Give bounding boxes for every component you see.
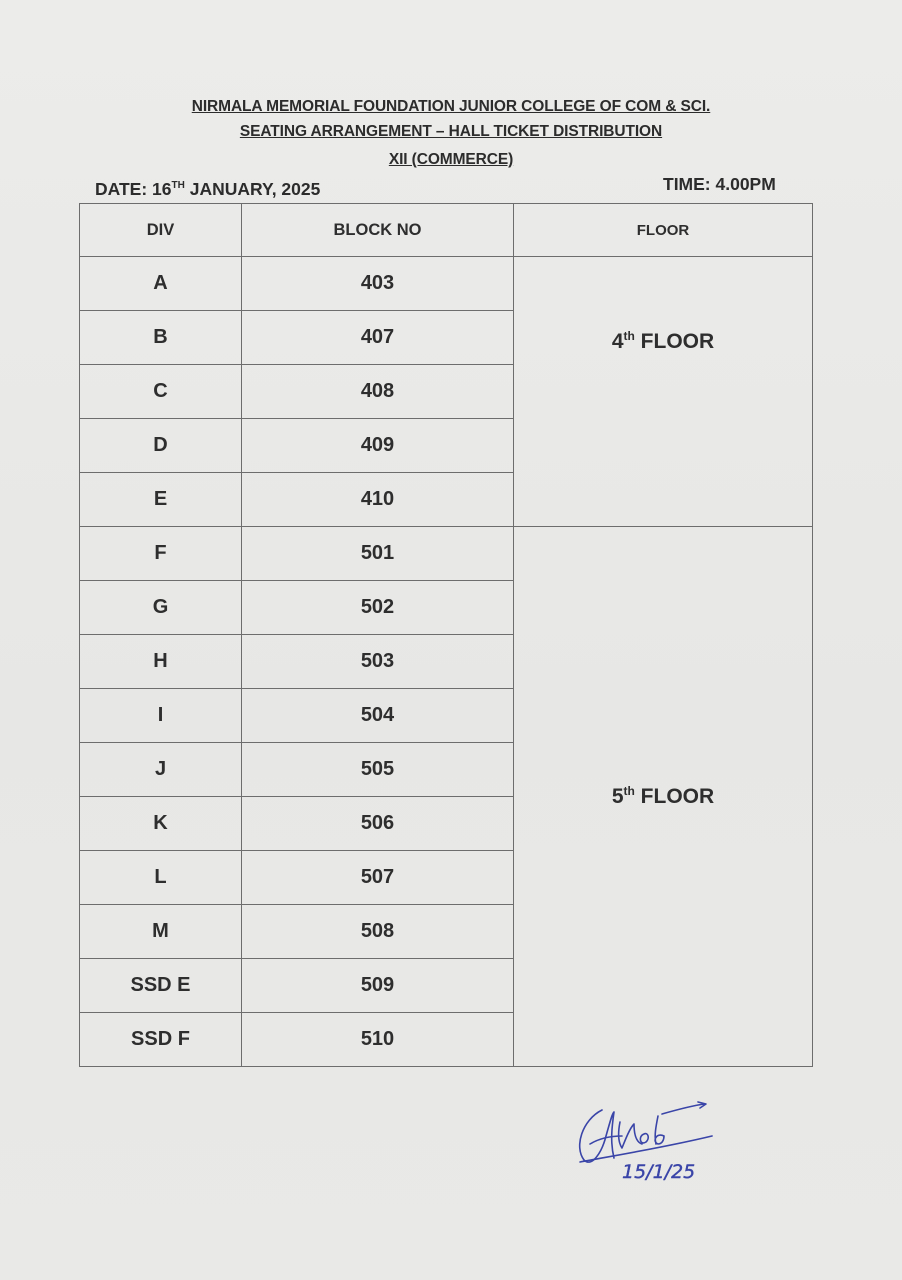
column-header-block: BLOCK NO (242, 204, 514, 257)
block-cell: 506 (242, 797, 514, 851)
floor-cell-5 (514, 527, 813, 1067)
block-cell: 505 (242, 743, 514, 797)
div-cell: L (80, 851, 242, 905)
block-cell: 503 (242, 635, 514, 689)
exam-time: TIME: 4.00PM (663, 174, 776, 194)
college-name: NIRMALA MEMORIAL FOUNDATION JUNIOR COLLEGE OF COM & SCI. (191, 98, 711, 115)
div-cell: E (80, 473, 242, 527)
column-header-div: DIV (80, 204, 242, 257)
div-cell: H (80, 635, 242, 689)
block-cell: 510 (242, 1013, 514, 1067)
floor-label-5: 5th FLOOR (611, 784, 715, 808)
table-header-row (80, 204, 813, 257)
block-cell: 508 (242, 905, 514, 959)
block-cell: 507 (242, 851, 514, 905)
div-cell: J (80, 743, 242, 797)
block-cell: 509 (242, 959, 514, 1013)
block-cell: 501 (242, 527, 514, 581)
floor-cell-4 (514, 257, 813, 527)
table-row (80, 257, 813, 311)
block-cell: 502 (242, 581, 514, 635)
div-cell: G (80, 581, 242, 635)
handwritten-signature (572, 1092, 722, 1182)
div-cell: B (80, 311, 242, 365)
block-cell: 410 (242, 473, 514, 527)
table-row (80, 527, 813, 581)
class-name: XII (COMMERCE) (388, 151, 514, 168)
exam-date: DATE: 16TH JANUARY, 2025 (95, 179, 321, 199)
block-cell: 409 (242, 419, 514, 473)
block-cell: 407 (242, 311, 514, 365)
floor-label-4: 4th FLOOR (611, 329, 715, 353)
document-subtitle: SEATING ARRANGEMENT – HALL TICKET DISTRIBUTION (239, 123, 663, 140)
div-cell: D (80, 419, 242, 473)
div-cell: K (80, 797, 242, 851)
block-cell: 504 (242, 689, 514, 743)
signature-date: 15/1/25 (622, 1161, 696, 1182)
seating-table (79, 203, 813, 1067)
column-header-floor: FLOOR (514, 204, 813, 257)
div-cell: A (80, 257, 242, 311)
block-cell: 403 (242, 257, 514, 311)
div-cell: F (80, 527, 242, 581)
div-cell: I (80, 689, 242, 743)
block-cell: 408 (242, 365, 514, 419)
div-cell: C (80, 365, 242, 419)
div-cell: M (80, 905, 242, 959)
div-cell: SSD E (80, 959, 242, 1013)
div-cell: SSD F (80, 1013, 242, 1067)
